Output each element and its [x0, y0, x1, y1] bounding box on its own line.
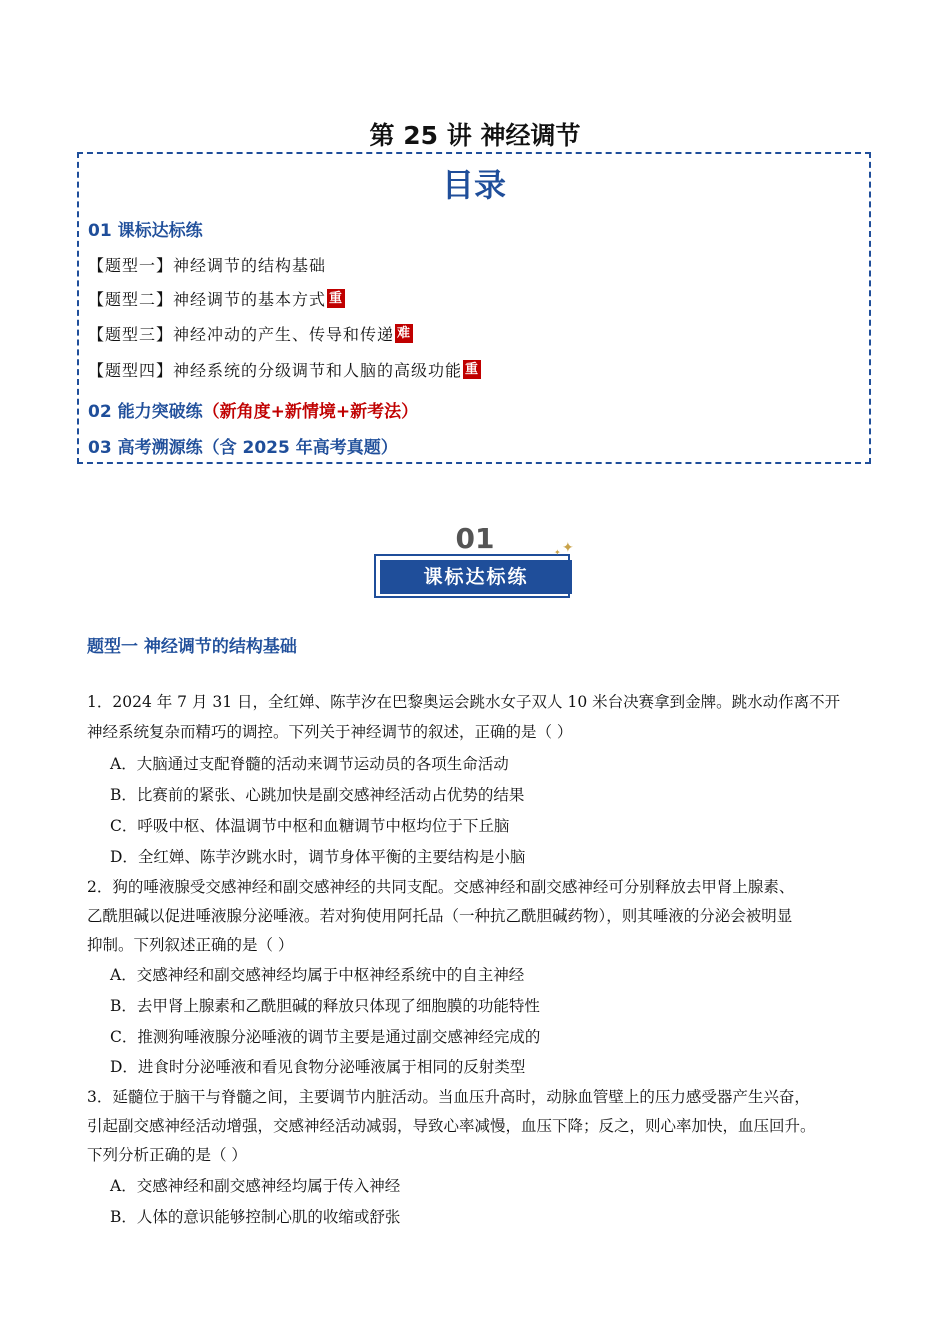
toc-item-label: 【题型三】神经冲动的产生、传导和传递 [88, 325, 395, 344]
option-b: B．去甲肾上腺素和乙酰胆碱的释放只体现了细胞膜的功能特性 [110, 997, 540, 1015]
question-3-line: 引起副交感神经活动增强，交感神经活动减弱，导致心率减慢，血压下降；反之，则心率加快，血压回升。 [87, 1117, 816, 1135]
toc-section-extra: （新角度+新情境+新考法） [202, 402, 419, 422]
sparkle-icon: ✦ [562, 540, 574, 556]
question-2-line: 乙酰胆碱以促进唾液腺分泌唾液。若对狗使用阿托品（一种抗乙酰胆碱药物），则其唾液的分泌会被明显 [87, 907, 793, 925]
section-badge [372, 522, 578, 602]
toc-section-3: 03 高考溯源练（含 2025 年高考真题） [88, 438, 398, 458]
page-title: 第 25 讲 神经调节 [369, 121, 581, 150]
toc-item-label: 【题型四】神经系统的分级调节和人脑的高级功能 [88, 361, 463, 380]
option-c: C．推测狗唾液腺分泌唾液的调节主要是通过副交感神经完成的 [110, 1028, 541, 1046]
badge-label: 课标达标练 [380, 560, 572, 594]
toc-section-2 [88, 397, 418, 422]
option-a: A．交感神经和副交感神经均属于传入神经 [110, 1177, 401, 1195]
toc-item-label: 【题型一】神经调节的结构基础 [88, 256, 327, 275]
option-b: B．比赛前的紧张、心跳加快是副交感神经活动占优势的结果 [110, 786, 525, 804]
option-a: A．大脑通过支配脊髓的活动来调节运动员的各项生命活动 [110, 755, 509, 773]
question-1-line: 神经系统复杂而精巧的调控。下列关于神经调节的叙述，正确的是（ ） [87, 723, 573, 741]
toc-section-1: 01 课标达标练 [88, 221, 203, 241]
toc-item-1 [88, 253, 326, 276]
option-b: B．人体的意识能够控制心肌的收缩或舒张 [110, 1208, 401, 1226]
option-a: A．交感神经和副交感神经均属于中枢神经系统中的自主神经 [110, 966, 525, 984]
question-2-line: 抑制。下列叙述正确的是（ ） [87, 936, 294, 954]
option-d: D．进食时分泌唾液和看见食物分泌唾液属于相同的反射类型 [110, 1058, 526, 1076]
tag-badge: 重 [465, 362, 480, 377]
question-3-line: 3．延髓位于脑干与脊髓之间，主要调节内脏活动。当血压升高时，动脉血管壁上的压力感受器产生兴奋， [87, 1088, 810, 1106]
section-title: 题型一 神经调节的结构基础 [87, 637, 297, 657]
toc-section-label: 02 能力突破练 [88, 402, 203, 422]
badge-number: 01 [455, 522, 495, 555]
toc-item-4 [88, 358, 481, 381]
option-c: C．呼吸中枢、体温调节中枢和血糖调节中枢均位于下丘脑 [110, 817, 510, 835]
question-3-line: 下列分析正确的是（ ） [87, 1146, 247, 1164]
table-of-contents [77, 152, 871, 464]
toc-item-3 [88, 322, 413, 345]
option-d: D．全红婵、陈芋汐跳水时，调节身体平衡的主要结构是小脑 [110, 848, 526, 866]
sparkle-icon: ✦ [554, 548, 561, 557]
question-1-line: 1．2024 年 7 月 31 日，全红婵、陈芋汐在巴黎奥运会跳水女子双人 10 米台决赛拿到金牌。跳水动作离不开 [87, 693, 841, 711]
tag-badge: 重 [329, 291, 344, 306]
question-2-line: 2．狗的唾液腺受交感神经和副交感神经的共同支配。交感神经和副交感神经可分别释放去甲肾上腺素、 [87, 878, 795, 896]
toc-item-label: 【题型二】神经调节的基本方式 [88, 290, 327, 309]
tag-badge: 难 [397, 326, 412, 341]
toc-heading: 目录 [441, 166, 506, 204]
toc-item-2 [88, 287, 345, 310]
